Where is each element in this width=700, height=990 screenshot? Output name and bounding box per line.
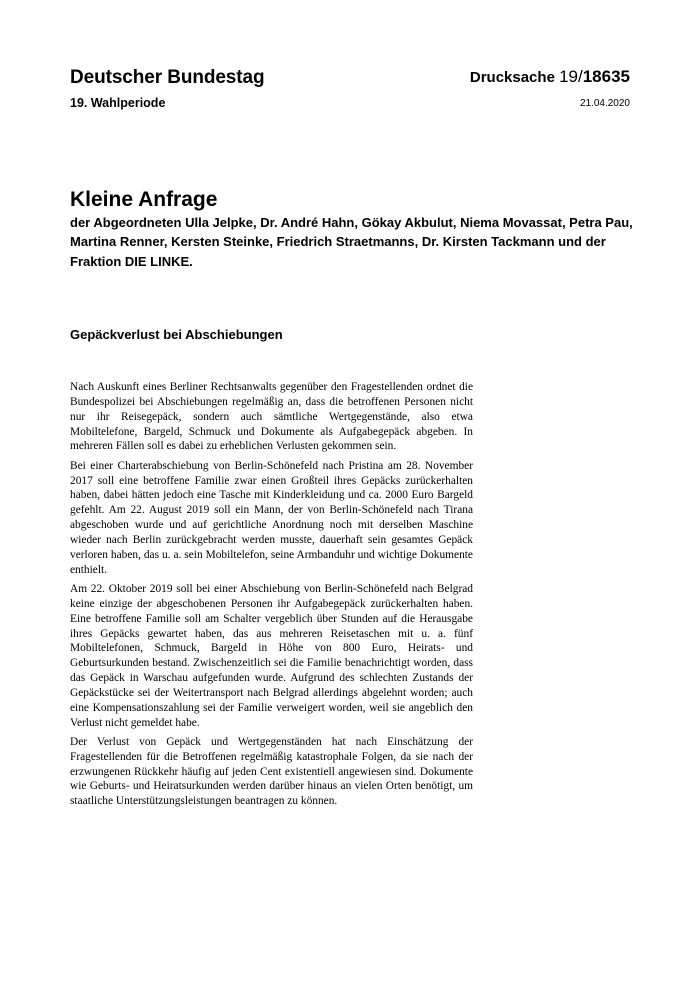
paragraph: Am 22. Oktober 2019 soll bei einer Abschiebung von Berlin-Schönefeld nach Belgrad keine einzige der abgeschobenen Personen ihr Aufgabegepäck zurückerhalten haben. Eine betroffene Familie soll am Schalter vergeblich über Stunden auf die Herausgabe ihres Gepäcks gewartet haben, das aus mehreren Reisetaschen mit u. a. fünf Mobiltelefonen, Schmuck, Bargeld in Höhe von 800 Euro, Heirats- und Geburtsurkunden bestand. Zwischenzeitlich sei die Familie benachrichtigt worden, dass das Gepäck in Warschau aufgefunden wurde. Aufgrund des schlechten Zustands der Gepäckstücke sei der Weitertransport nach Belgrad allerdings abgelehnt worden; auch eine Kompensationszahlung sei der Familie verweigert worden, weil sie angeblich den Verlust nicht gemeldet habe.	[70, 582, 473, 729]
authors-line: der Abgeordneten Ulla Jelpke, Dr. André Hahn, Gökay Akbulut, Niema Movassat, Petra Pau, Martina Renner, Kersten Steinke, Friedrich Straetmanns, Dr. Kirsten Tackmann und der Fraktion DIE LINKE.	[70, 215, 633, 269]
drucksache-id: 18635	[582, 67, 630, 86]
drucksache-number	[470, 67, 630, 87]
body-text	[70, 380, 473, 814]
legislative-period: 19. Wahlperiode	[70, 96, 166, 110]
paragraph: Bei einer Charterabschiebung von Berlin-Schönefeld nach Pristina am 28. November 2017 soll eine betroffene Familie zwar einen Großteil ihres Gepäcks zurückerhalten haben, dabei hätten jedoch eine Tasche mit Kinderkleidung und ca. 2000 Euro Bargeld gefehlt. Am 22. August 2019 soll ein Mann, der von Berlin-Schönefeld nach Tirana abgeschoben wurde und auf gerichtliche Anordnung noch mit derselben Maschine wieder nach Berlin zurückgebracht werden musste, dauerhaft sein gesamtes Gepäck verloren haben, das u. a. sein Mobiltelefon, seine Armbanduhr und wichtige Dokumente enthielt.	[70, 459, 473, 576]
document-date: 21.04.2020	[579, 98, 630, 109]
paragraph: Nach Auskunft eines Berliner Rechtsanwalts gegenüber den Fragestellenden ordnet die Bundespolizei bei Abschiebungen regelmäßig an, dass die betroffenen Personen nicht nur ihr Reisegepäck, sondern auch sämtliche Wertgegenstände, also etwa Mobiltelefone, Bargeld, Schmuck und Dokumente als Aufgabegepäck abgeben. In mehreren Fällen soll es dabei zu erheblichen Verlusten gekommen sein.	[70, 381, 473, 453]
document-title: Kleine Anfrage	[70, 188, 218, 211]
drucksache-prefix: 19/	[559, 67, 583, 86]
drucksache-label: Drucksache	[469, 69, 560, 86]
institution-name: Deutscher Bundestag	[70, 67, 265, 88]
paragraph: Der Verlust von Gepäck und Wertgegenständen hat nach Einschätzung der Fragestellenden für die Betroffenen regelmäßig katastrophale Folgen, da sie nach der erzwungenen Rückkehr häufig auf jeden Cent existentiell angewiesen sind. Dokumente wie Geburts- und Heiratsurkunden werden darüber hinaus an vielen Orten benötigt, um staatliche Unterstützungsleistungen beantragen zu können.	[70, 735, 473, 808]
subject-heading: Gepäckverlust bei Abschiebungen	[70, 327, 283, 342]
